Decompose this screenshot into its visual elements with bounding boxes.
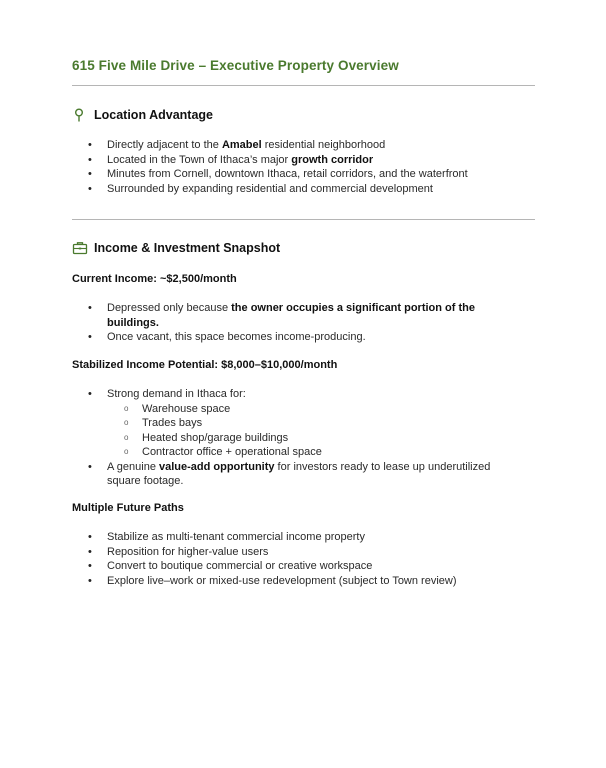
current-income-label: Current Income: ~$2,500/month xyxy=(72,273,237,285)
divider xyxy=(72,219,535,220)
current-income-list xyxy=(88,301,508,345)
stabilized-income-list xyxy=(88,387,497,489)
list-item: • Strong demand in Ithaca for: o Warehouse space o Trades bays o Heated shop/garage buildings o Contractor office + operational space xyxy=(88,387,497,460)
sublist-item: o Warehouse space xyxy=(107,402,497,417)
location-list xyxy=(88,138,497,196)
list-item: • Directly adjacent to the Amabel residential neighborhood xyxy=(88,138,497,153)
section-heading-label: Income & Investment Snapshot xyxy=(94,241,281,255)
section-heading-income xyxy=(72,240,280,256)
sublist-item: o Trades bays xyxy=(107,416,497,431)
list-item: • Minutes from Cornell, downtown Ithaca, retail corridors, and the waterfront xyxy=(88,167,497,182)
list-item: • Explore live–work or mixed-use redevelopment (subject to Town review) xyxy=(88,574,497,589)
demand-sublist xyxy=(107,402,497,460)
divider xyxy=(72,85,535,86)
list-item: • Reposition for higher-value users xyxy=(88,545,497,560)
sublist-item: o Heated shop/garage buildings xyxy=(107,431,497,446)
future-paths-label: Multiple Future Paths xyxy=(72,502,184,514)
section-heading-location xyxy=(72,107,213,123)
list-item: • Surrounded by expanding residential and commercial development xyxy=(88,182,497,197)
section-heading-label: Location Advantage xyxy=(94,108,213,122)
map-pin-icon xyxy=(72,107,88,123)
list-item: • Convert to boutique commercial or creative workspace xyxy=(88,559,497,574)
stabilized-income-label: Stabilized Income Potential: $8,000–$10,000/month xyxy=(72,359,338,371)
list-item: • Stabilize as multi-tenant commercial income property xyxy=(88,530,497,545)
sublist-item: o Contractor office + operational space xyxy=(107,445,497,460)
briefcase-icon xyxy=(72,240,88,256)
list-item: • A genuine value-add opportunity for investors ready to lease up underutilized square footage. xyxy=(88,460,497,489)
list-item: • Once vacant, this space becomes income-producing. xyxy=(88,330,497,345)
list-item: • Depressed only because the owner occupies a significant portion of the buildings. xyxy=(88,301,497,330)
list-item: • Located in the Town of Ithaca’s major growth corridor xyxy=(88,153,497,168)
future-paths-list xyxy=(88,530,497,588)
document-title: 615 Five Mile Drive – Executive Property Overview xyxy=(72,58,399,73)
